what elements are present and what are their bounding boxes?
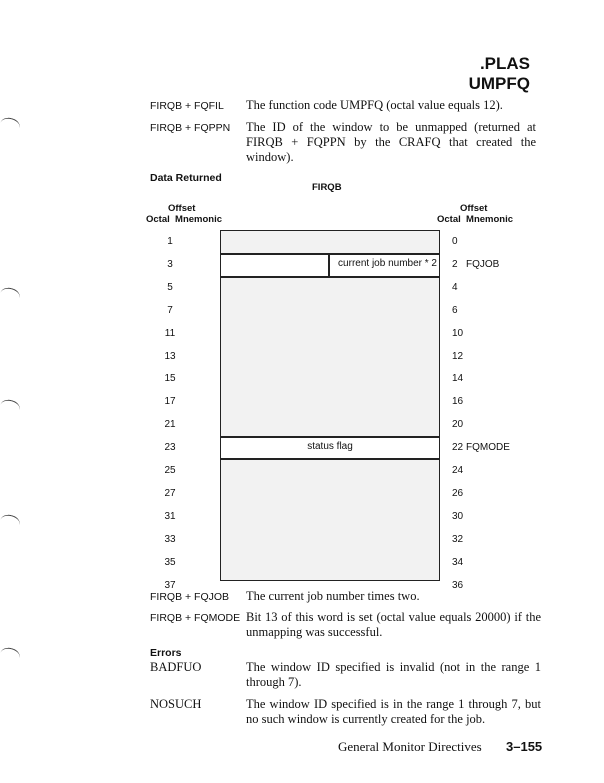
right-offset: 6 [452,304,458,316]
right-offset: 20 [452,419,464,431]
left-offset: 7 [167,304,173,316]
margin-mark [0,116,22,136]
margin-mark [0,513,22,533]
returned-desc: Bit 13 of this word is set (octal value equals 20000) if the unmapping was successful. [246,610,541,639]
errors-heading: Errors [150,647,182,659]
right-offset: 24 [452,465,464,476]
returned-name: FIRQB + FQJOB [150,591,230,603]
right-offset: 22 [452,442,464,454]
left-offset: 35 [164,556,176,568]
left-offset: 27 [164,487,176,499]
param-name: FIRQB + FQFIL [150,100,224,112]
right-offset-header: Offset [460,203,488,214]
right-mnemonic-header: Octal Mnemonic [437,214,514,225]
footer-title: General Monitor Directives [338,739,482,754]
right-offset: 26 [452,487,464,499]
error-desc: The window ID specified is invalid (not in the range 1 through 7). [246,660,541,689]
left-offset: 5 [167,281,173,293]
firqb-diagram [220,230,440,581]
right-offset: 36 [452,579,464,591]
param-desc: The function code UMPFQ (octal value equals 12). [246,98,503,112]
right-offset: 0 [452,236,458,247]
data-returned-heading: Data Returned [150,172,222,184]
right-offset: 4 [452,281,458,293]
right-mnemonic: FQMODE [466,442,510,454]
left-offset: 31 [164,510,176,522]
left-offset: 13 [164,350,176,362]
right-offset: 32 [452,533,464,545]
margin-mark [0,286,22,306]
left-offset: 3 [167,258,173,270]
section-title: .PLAS [479,54,530,73]
right-offset: 30 [452,510,464,522]
margin-mark [0,646,22,666]
returned-name: FIRQB + FQMODE [150,612,241,624]
fqjob-content: current job number * 2 [338,258,437,269]
right-offset: 10 [452,327,464,339]
error-desc: The window ID specified is in the range 1 through 7, but no such window is currently created for the job. [246,697,541,726]
param-name: FIRQB + FQPPN [150,122,231,134]
error-name: NOSUCH [150,697,202,711]
left-mnemonic-header: Octal Mnemonic [146,214,223,225]
right-offset: 14 [452,373,464,385]
left-offset: 37 [164,579,176,591]
right-offset: 2 [452,258,458,270]
left-offset: 17 [164,396,176,408]
diagram-title: FIRQB [312,182,342,193]
page-number: 3–155 [506,739,543,754]
left-offset: 1 [167,236,173,247]
right-offset: 16 [452,396,464,408]
right-offset: 34 [452,556,464,568]
error-name: BADFUO [150,660,202,674]
param-desc: The ID of the window to be unmapped (returned at FIRQB + FQPPN by the CRAFQ that created the window). [246,120,536,164]
left-offset: 33 [164,533,176,545]
directive-title: UMPFQ [468,74,530,93]
margin-mark [0,398,22,418]
left-offset: 15 [164,373,176,385]
fqmode-content: status flag [307,441,353,452]
right-mnemonic: FQJOB [466,258,500,270]
right-offset: 12 [452,350,464,362]
left-offset: 25 [164,465,176,476]
left-offset: 11 [164,327,176,339]
left-offset: 23 [164,442,176,454]
left-offset-header: Offset [168,203,196,214]
returned-desc: The current job number times two. [246,589,420,603]
left-offset: 21 [164,419,176,431]
